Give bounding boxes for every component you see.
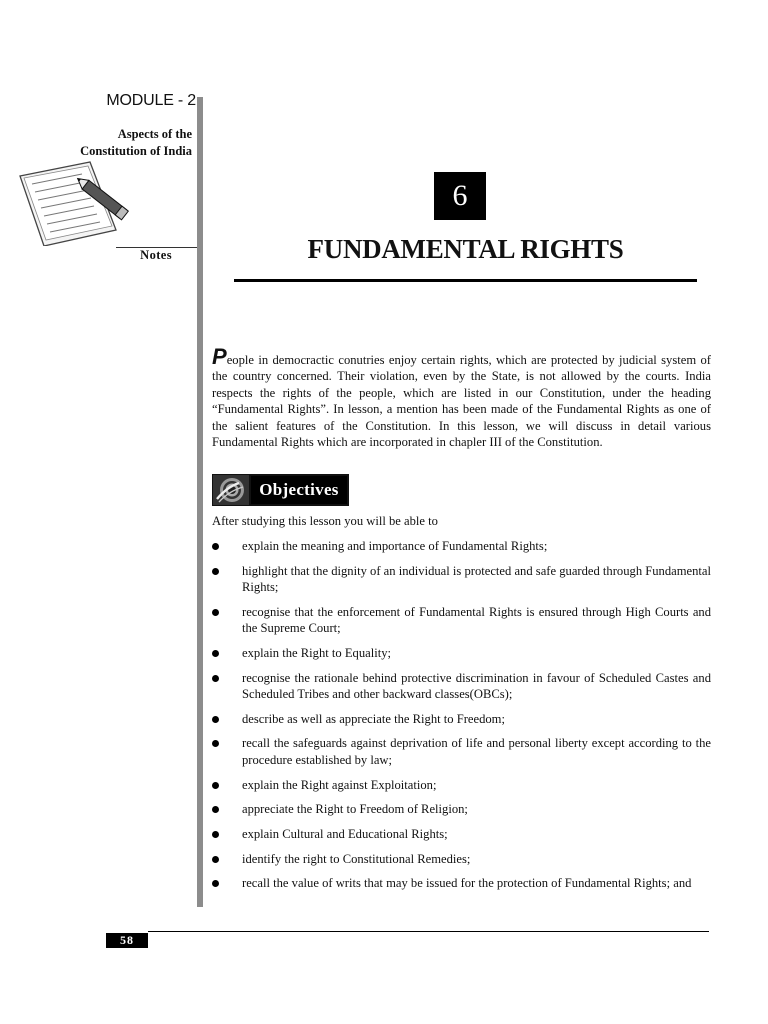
chapter-title: FUNDAMENTAL RIGHTS bbox=[307, 234, 624, 264]
list-item bbox=[212, 711, 711, 727]
module-label: MODULE - 2 bbox=[106, 92, 196, 109]
list-item-text: recognise the rationale behind protective discrimination in favour of Scheduled Castes and Scheduled Tribes and other backward classes(OBCs); bbox=[242, 670, 711, 702]
list-item bbox=[212, 875, 711, 891]
chapter-number: 6 bbox=[434, 172, 486, 220]
list-item-text: describe as well as appreciate the Right to Freedom; bbox=[242, 711, 505, 726]
list-item bbox=[212, 735, 711, 768]
list-item bbox=[212, 851, 711, 867]
objectives-lead: After studying this lesson you will be able to bbox=[212, 514, 438, 528]
list-item-text: appreciate the Right to Freedom of Religion; bbox=[242, 802, 468, 817]
intro-paragraph bbox=[212, 344, 711, 450]
page-number: 58 bbox=[106, 933, 148, 948]
bullet-icon bbox=[212, 831, 219, 838]
list-item bbox=[212, 826, 711, 842]
bullet-icon bbox=[212, 740, 219, 747]
title-underline bbox=[234, 279, 697, 282]
bullet-icon bbox=[212, 716, 219, 723]
list-item-text: explain the Right against Exploitation; bbox=[242, 777, 437, 792]
list-item bbox=[212, 670, 711, 703]
notes-label: Notes bbox=[140, 248, 172, 262]
list-item bbox=[212, 801, 711, 817]
intro-text: eople in democractic conutries enjoy certain rights, which are protected by judicial system of the country concerned. Their violation, even by the State, is not allowed by the courts. India respects the rights of the people, which are listed in our Constitution, under the heading “Fundamental Rights”. In lesson, a mention has been made of the Fundamental Rights as one of the salient features of the Constitution. In this lesson, we will discuss in detail various Fundamental Rights which are incorporated in chapler III of the Constitution. bbox=[212, 353, 711, 450]
bullet-icon bbox=[212, 543, 219, 550]
bullet-icon bbox=[212, 650, 219, 657]
section-subtitle bbox=[40, 126, 192, 160]
list-item-text: explain Cultural and Educational Rights; bbox=[242, 826, 448, 841]
bullet-icon bbox=[212, 568, 219, 575]
list-item-text: explain the meaning and importance of Fundamental Rights; bbox=[242, 539, 548, 553]
bullet-icon bbox=[212, 856, 219, 863]
list-item-text: identify the right to Constitutional Remedies; bbox=[242, 851, 471, 866]
drop-cap: P bbox=[212, 344, 227, 369]
bullet-icon bbox=[212, 609, 219, 616]
section-subtitle-line-1: Aspects of the bbox=[117, 127, 192, 141]
list-item-text: highlight that the dignity of an individual is protected and safe guarded through Fundamental Rights; bbox=[242, 563, 712, 595]
objectives-list bbox=[212, 538, 711, 900]
list-item bbox=[212, 604, 711, 637]
list-item-text: recall the value of writs that may be issued for the protection of Fundamental Rights; and bbox=[242, 876, 692, 891]
bullet-icon bbox=[212, 675, 219, 682]
section-subtitle-line-2: Constitution of India bbox=[80, 144, 192, 158]
list-item-text: recognise that the enforcement of Fundamental Rights is ensured through High Courts and the Supreme Court; bbox=[242, 604, 711, 636]
list-item bbox=[212, 538, 711, 554]
objectives-heading: Objectives bbox=[251, 476, 347, 504]
bullet-icon bbox=[212, 806, 219, 813]
bullet-icon bbox=[212, 782, 219, 789]
bullet-icon bbox=[212, 880, 219, 887]
footer-rule bbox=[148, 931, 709, 932]
list-item bbox=[212, 563, 711, 596]
target-swirl-icon bbox=[213, 475, 249, 510]
list-item-text: recall the safeguards against deprivation of life and personal liberty except according to the procedure established by law; bbox=[242, 736, 711, 767]
list-item-text: explain the Right to Equality; bbox=[242, 645, 392, 660]
list-item bbox=[212, 645, 711, 661]
notepad-with-pencil-icon bbox=[16, 160, 136, 251]
margin-bar bbox=[197, 97, 203, 907]
list-item bbox=[212, 777, 711, 793]
